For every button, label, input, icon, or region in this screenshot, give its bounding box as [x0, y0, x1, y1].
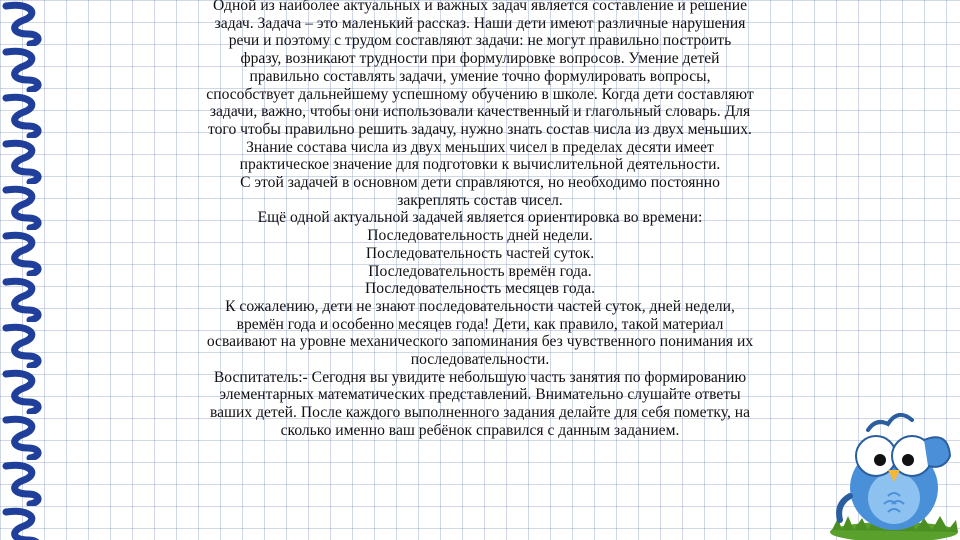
text-line: правильно составлять задачи, умение точно формулировать вопросы,: [249, 67, 711, 85]
text-line: элементарных математических представлений. Внимательно слушайте ответы: [219, 386, 741, 404]
text-line: К сожалению, дети не знают последовательности частей суток, дней недели,: [225, 297, 735, 315]
text-line: Последовательность частей суток.: [365, 244, 595, 262]
text-line: речи и поэтому с трудом составляют задачи: не могут правильно построить: [228, 32, 732, 50]
text-line: Одной из наиболее актуальных и важных задач является составление и решение: [212, 0, 748, 14]
text-line: задач. Задача – это маленький рассказ. Наши дети имеют различные нарушения: [214, 14, 746, 32]
text-line: Воспитатель:- Сегодня вы увидите небольшую часть занятия по формированию: [213, 368, 747, 386]
text-line: фразу, возникают трудности при формулировке вопросов. Умение детей: [240, 50, 720, 68]
text-line: сколько именно ваш ребёнок справился с данным заданием.: [280, 421, 680, 439]
text-line: Последовательность месяцев года.: [364, 280, 596, 298]
text-line: последовательности.: [410, 351, 550, 369]
text-line: осваивают на уровне механического запоминания без чувственного понимания их: [206, 333, 754, 351]
text-line: способствует дальнейшему успешному обучению в школе. Когда дети составляют: [206, 85, 754, 103]
text-line: Последовательность времён года.: [368, 262, 592, 280]
text-line: задачи, важно, чтобы они использовали качественный и глагольный словарь. Для: [209, 103, 751, 121]
text-line: Знание состава числа из двух меньших чисел в пределах десяти имеет: [246, 138, 714, 156]
decorative-wave-border: [0, 0, 46, 540]
slide-body-text: [118, 0, 842, 442]
text-line: С этой задачей в основном дети справляются, но необходимо постоянно: [240, 174, 720, 192]
text-line: практическое значение для подготовки к вычислительной деятельности.: [239, 156, 721, 174]
text-line: того чтобы правильно решить задачу, нужно знать состав числа из двух меньших.: [208, 120, 752, 138]
owl-icon: [828, 400, 960, 540]
text-line: Последовательность дней недели.: [367, 227, 593, 245]
text-line: ваших детей. После каждого выполненного задания делайте для себя пометку, на: [209, 404, 751, 422]
text-line: закреплять состав чисел.: [397, 191, 563, 209]
text-line: времён года и особенно месяцев года! Дети, как правило, такой материал: [236, 315, 724, 333]
text-line: Ещё одной актуальной задачей является ориентировка во времени:: [257, 209, 703, 227]
